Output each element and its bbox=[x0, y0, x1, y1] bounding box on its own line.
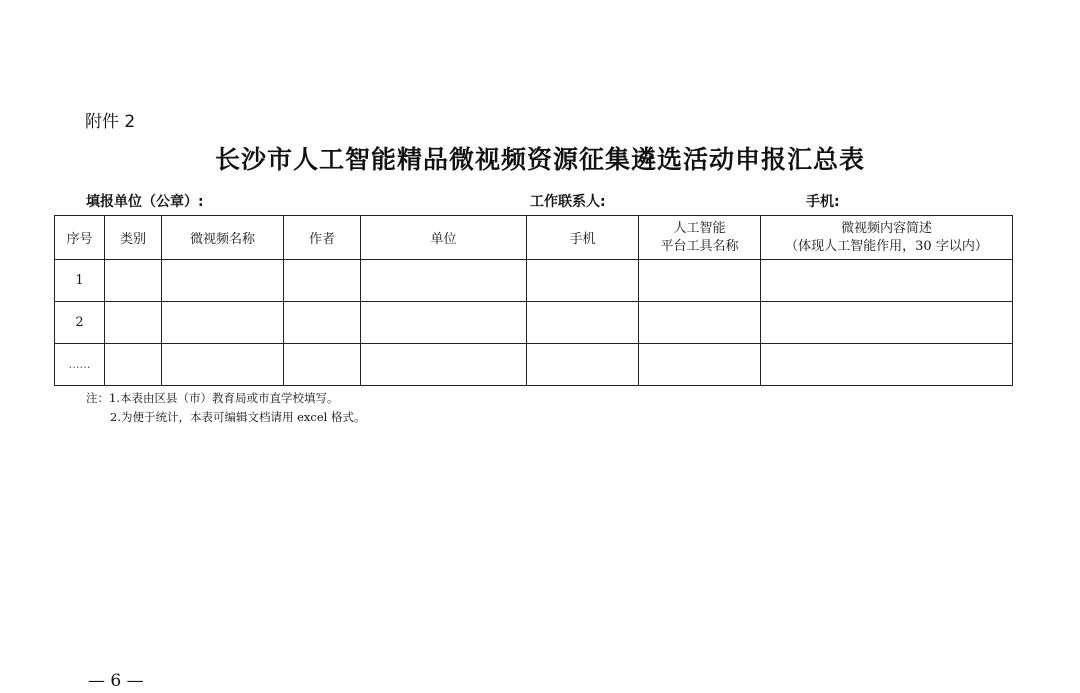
header-phone: 手机 bbox=[527, 216, 639, 260]
header-unit: 单位 bbox=[361, 216, 527, 260]
fill-contact-label: 工作联系人: bbox=[530, 194, 606, 210]
cell-unit[interactable] bbox=[361, 344, 527, 386]
cell-video-name[interactable] bbox=[162, 260, 284, 302]
cell-unit[interactable] bbox=[361, 260, 527, 302]
table-row bbox=[55, 302, 1013, 344]
cell-unit[interactable] bbox=[361, 302, 527, 344]
fill-unit-label: 填报单位（公章）: bbox=[86, 194, 204, 210]
cell-summary[interactable] bbox=[761, 302, 1013, 344]
note-1: 注：1.本表由区县（市）教育局或市直学校填写。 bbox=[86, 391, 339, 405]
cell-category[interactable] bbox=[105, 344, 162, 386]
cell-summary[interactable] bbox=[761, 344, 1013, 386]
header-ai-tool bbox=[639, 216, 761, 260]
page-title: 长沙市人工智能精品微视频资源征集遴选活动申报汇总表 bbox=[214, 145, 865, 174]
note-2: 2.为便于统计，本表可编辑文档请用 excel 格式。 bbox=[110, 410, 366, 424]
page-number: — 6 — bbox=[88, 671, 144, 691]
header-category: 类别 bbox=[105, 216, 162, 260]
header-video-name: 微视频名称 bbox=[162, 216, 284, 260]
header-summary-line1: 微视频内容简述 bbox=[840, 220, 932, 236]
header-summary-line2: （体现人工智能作用，30 字以内） bbox=[785, 238, 988, 254]
table-row bbox=[55, 260, 1013, 302]
fill-phone-label: 手机: bbox=[806, 194, 840, 210]
row-seq: 1 bbox=[55, 260, 105, 302]
summary-table bbox=[54, 215, 1013, 386]
cell-author[interactable] bbox=[284, 260, 361, 302]
cell-ai-tool[interactable] bbox=[639, 344, 761, 386]
cell-video-name[interactable] bbox=[162, 302, 284, 344]
cell-phone[interactable] bbox=[527, 344, 639, 386]
table-row bbox=[55, 344, 1013, 386]
cell-summary[interactable] bbox=[761, 260, 1013, 302]
cell-category[interactable] bbox=[105, 260, 162, 302]
notes bbox=[86, 389, 366, 427]
header-seq: 序号 bbox=[55, 216, 105, 260]
header-ai-tool-line1: 人工智能 bbox=[673, 220, 726, 236]
cell-video-name[interactable] bbox=[162, 344, 284, 386]
cell-ai-tool[interactable] bbox=[639, 302, 761, 344]
attachment-label: 附件 2 bbox=[85, 112, 136, 132]
header-summary bbox=[761, 216, 1013, 260]
row-seq: 2 bbox=[55, 302, 105, 344]
cell-phone[interactable] bbox=[527, 260, 639, 302]
cell-author[interactable] bbox=[284, 302, 361, 344]
row-seq: …… bbox=[55, 344, 105, 386]
cell-ai-tool[interactable] bbox=[639, 260, 761, 302]
cell-category[interactable] bbox=[105, 302, 162, 344]
header-ai-tool-line2: 平台工具名称 bbox=[660, 238, 739, 254]
header-author: 作者 bbox=[284, 216, 361, 260]
table-header-row bbox=[55, 216, 1013, 260]
cell-phone[interactable] bbox=[527, 302, 639, 344]
cell-author[interactable] bbox=[284, 344, 361, 386]
